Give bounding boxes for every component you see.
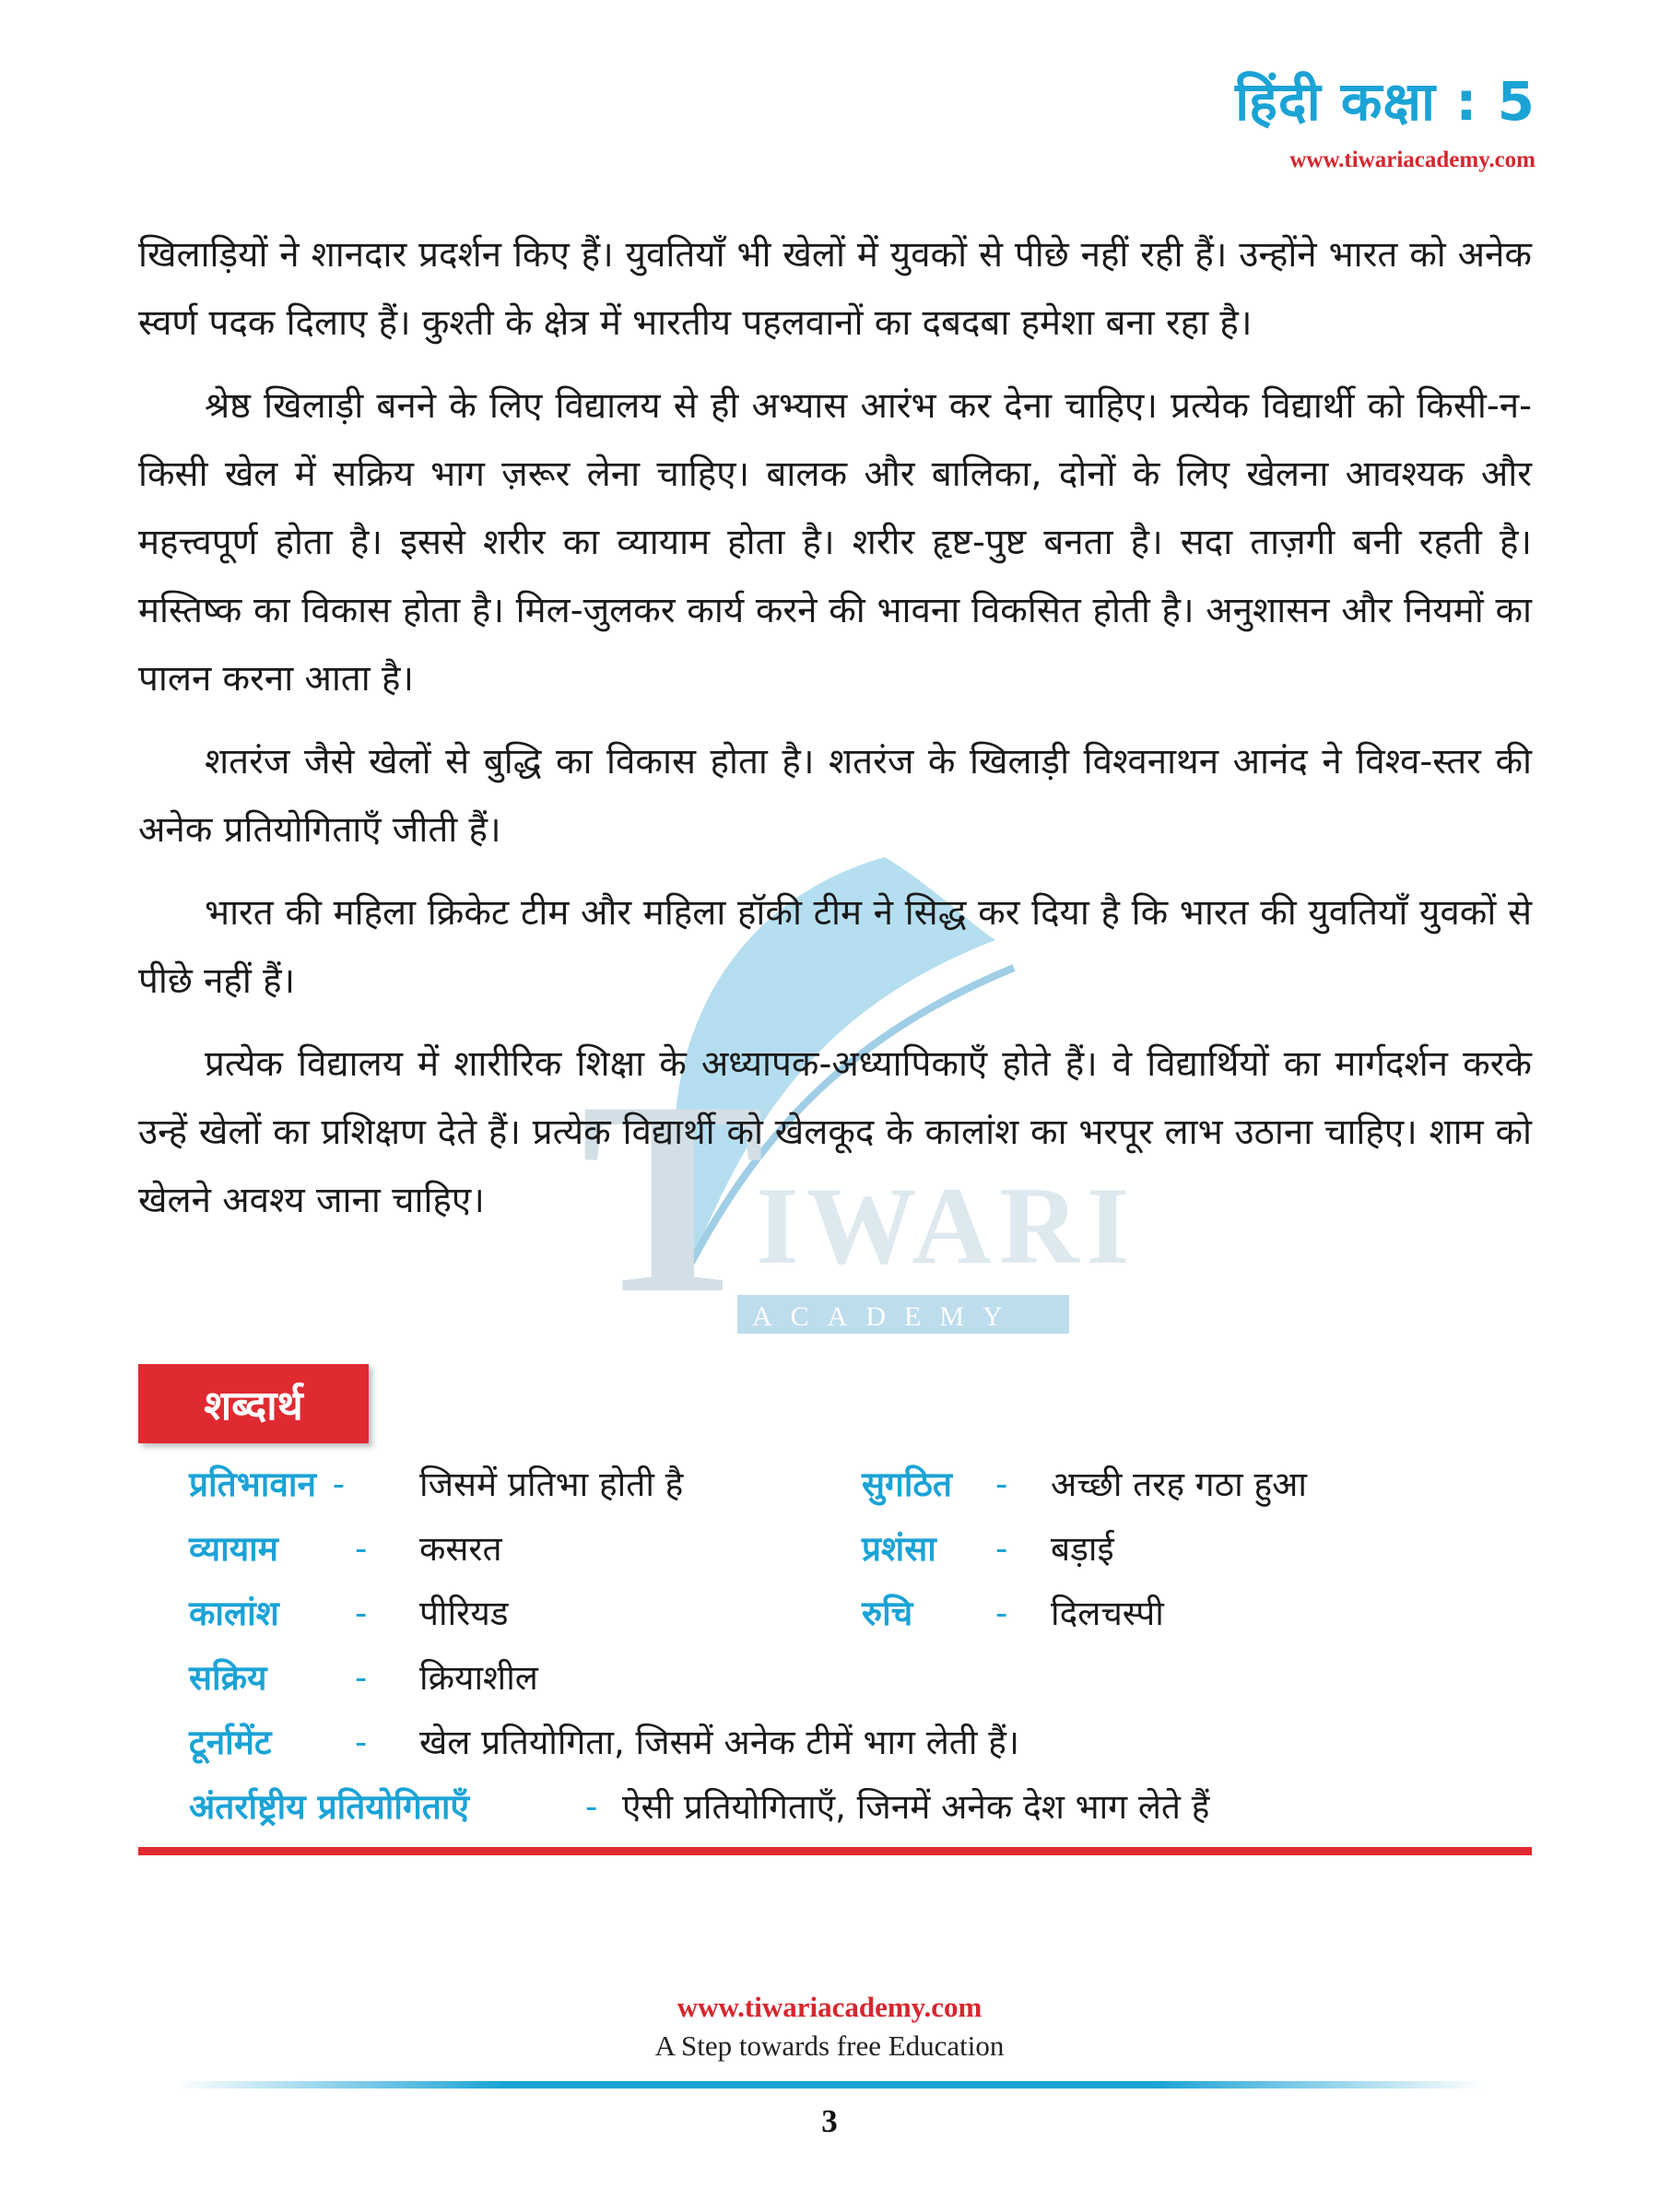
glossary-term: सक्रिय	[189, 1658, 267, 1698]
watermark-sub: ACADEMY	[752, 1301, 1021, 1332]
glossary-meaning: खेल प्रतियोगिता, जिसमें अनेक टीमें भाग लेती हैं।	[419, 1723, 1019, 1762]
header-url[interactable]: www.tiwariacademy.com	[1289, 147, 1535, 172]
section-divider	[138, 1847, 1532, 1855]
glossary-item	[189, 1461, 345, 1509]
glossary-dash: -	[332, 1465, 346, 1504]
page-number: 3	[821, 2103, 838, 2139]
footer-tagline: A Step towards free Education	[654, 2030, 1005, 2062]
footer-divider	[175, 2081, 1484, 2088]
glossary-meaning: बड़ाई	[1051, 1529, 1114, 1569]
glossary-heading: शब्दार्थ	[204, 1382, 303, 1430]
glossary-dash: -	[995, 1465, 1008, 1504]
glossary-term: व्यायाम	[189, 1529, 278, 1569]
paragraph: खिलाड़ियों ने शानदार प्रदर्शन किए हैं। युवतियाँ भी खेलों में युवकों से पीछे नहीं रही हैं। उन्होंने भारत को अनेक स्वर्ण पदक दिलाए हैं। कुश्ती के क्षेत्र में भारतीय पहलवानों का दबदबा हमेशा बना रहा है।	[138, 234, 1532, 344]
glossary-dash: -	[355, 1658, 368, 1698]
glossary-term: अंतर्राष्ट्रीय प्रतियोगिताएँ	[189, 1787, 469, 1827]
glossary-dash: -	[355, 1529, 368, 1569]
glossary-term: टूर्नामेंट	[189, 1723, 272, 1762]
glossary-meaning: अच्छी तरह गठा हुआ	[1051, 1465, 1307, 1504]
watermark-letter: T	[581, 1044, 766, 1350]
glossary-term: प्रतिभावान	[189, 1465, 317, 1504]
glossary-dash: -	[995, 1594, 1008, 1633]
paragraph: प्रत्येक विद्यालय में शारीरिक शिक्षा के अध्यापक-अध्यापिकाएँ होते हैं। वे विद्यार्थियों का मार्गदर्शन करके उन्हें खेलों का प्रशिक्षण देते हैं। प्रत्येक विद्यार्थी को खेलकूद के कालांश का भरपूर लाभ उठाना चाहिए। शाम को खेलने अवश्य जाना चाहिए।	[138, 1043, 1532, 1221]
glossary-term: रुचि	[862, 1594, 913, 1633]
glossary-dash: -	[995, 1529, 1008, 1569]
glossary-meaning: पीरियड	[419, 1594, 509, 1633]
glossary-term: कालांश	[189, 1594, 279, 1633]
watermark-brand: IWARI	[756, 1164, 1137, 1287]
glossary-dash: -	[585, 1787, 598, 1827]
glossary-meaning: कसरत	[419, 1529, 502, 1569]
glossary-term: सुगठित	[862, 1465, 953, 1504]
body-text	[138, 221, 1532, 1250]
paragraph: शतरंज जैसे खेलों से बुद्धि का विकास होता है। शतरंज के खिलाड़ी विश्वनाथन आनंद ने विश्व-स्तर की अनेक प्रतियोगिताएँ जीती हैं।	[138, 741, 1532, 851]
glossary-term: प्रशंसा	[862, 1529, 936, 1569]
glossary-item	[862, 1461, 952, 1509]
glossary-dash: -	[355, 1594, 368, 1633]
paragraph: श्रेष्ठ खिलाड़ी बनने के लिए विद्यालय से ही अभ्यास आरंभ कर देना चाहिए। प्रत्येक विद्यार्थी को किसी-न-किसी खेल में सक्रिय भाग ज़रूर लेना चाहिए। बालक और बालिका, दोनों के लिए खेलना आवश्यक और महत्त्वपूर्ण होता है। इससे शरीर का व्यायाम होता है। शरीर हृष्ट-पुष्ट बनता है। सदा ताज़गी बनी रहती है। मस्तिष्क का विकास होता है। मिल-जुलकर कार्य करने की भावना विकसित होती है। अनुशासन और नियमों का पालन करना आता है।	[138, 385, 1532, 700]
glossary-meaning: ऐसी प्रतियोगिताएँ, जिनमें अनेक देश भाग लेते हैं	[622, 1787, 1210, 1827]
footer-url[interactable]: www.tiwariacademy.com	[677, 1991, 982, 2023]
paragraph: भारत की महिला क्रिकेट टीम और महिला हॉकी टीम ने सिद्ध कर दिया है कि भारत की युवतियाँ युवकों से पीछे नहीं हैं।	[138, 892, 1532, 1002]
glossary-meaning: जिसमें प्रतिभा होती है	[419, 1465, 684, 1504]
glossary-dash: -	[355, 1723, 368, 1762]
glossary-heading-box	[138, 1364, 369, 1443]
glossary-meaning: क्रियाशील	[419, 1658, 538, 1698]
header-title: हिंदी कक्षा : 5	[1235, 70, 1535, 133]
glossary-meaning: दिलचस्पी	[1051, 1594, 1164, 1633]
